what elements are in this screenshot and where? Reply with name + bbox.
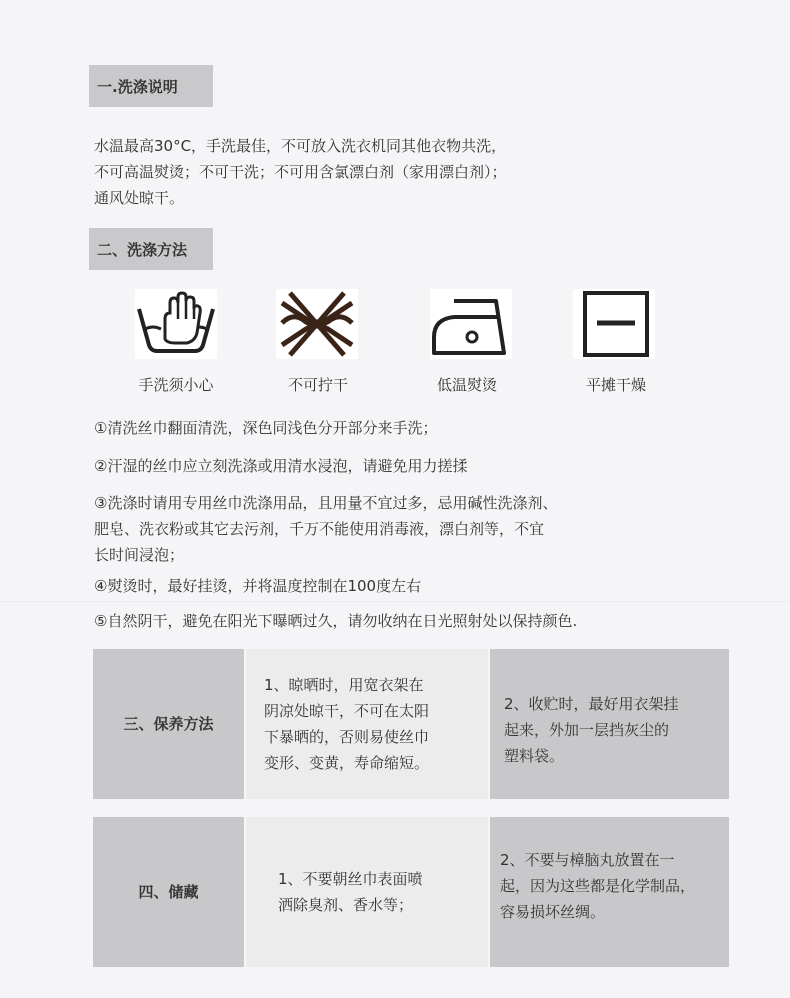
do-not-wring-label: 不可拧干 — [287, 376, 348, 394]
storage-title: 四、储藏 — [93, 817, 244, 967]
tip-line: 1、不要朝丝巾表面喷 — [278, 870, 423, 888]
wash-step-3: ③洗涤时请用专用丝巾洗涤用品，且用量不宜过多，忌用碱性洗涤剂、 — [94, 494, 558, 512]
maintenance-title: 三、保养方法 — [93, 649, 244, 799]
maintenance-table — [93, 649, 729, 799]
tip-line: 阴凉处晾干，不可在太阳 — [264, 702, 430, 720]
dry-flat-label: 平摊干燥 — [585, 376, 646, 394]
wash-instructions-text — [94, 133, 714, 211]
hand-wash-icon — [135, 289, 217, 359]
storage-tip-1 — [246, 817, 488, 967]
storage-table — [93, 817, 729, 967]
intro-line: 通风处晾干。 — [94, 189, 185, 207]
low-temp-iron-label: 低温熨烫 — [436, 376, 497, 394]
wash-step-5: ⑤自然阴干，避免在阳光下曝晒过久，请勿收纳在日光照射处以保持颜色. — [94, 612, 578, 630]
tip-line: 起来，外加一层挡灰尘的 — [504, 721, 670, 739]
tip-line: 洒除臭剂、香水等； — [278, 896, 414, 914]
tip-line: 1、晾晒时，用宽衣架在 — [264, 676, 424, 694]
intro-line: 水温最高30°C，手洗最佳，不可放入洗衣机同其他衣物共洗， — [94, 137, 507, 155]
tip-line: 2、收贮时，最好用衣架挂 — [504, 695, 679, 713]
tip-line: 下暴晒的，否则易使丝巾 — [264, 728, 430, 746]
tip-line: 容易损坏丝绸。 — [500, 903, 606, 921]
maintenance-tip-1 — [246, 649, 488, 799]
intro-line: 不可高温熨烫；不可干洗；不可用含氯漂白剂（家用漂白剂）； — [94, 163, 507, 181]
tip-line: 2、不要与樟脑丸放置在一 — [500, 851, 675, 869]
maintenance-tip-2 — [490, 649, 729, 799]
divider — [0, 601, 790, 602]
wash-step-1: ①清洗丝巾翻面清洗，深色同浅色分开部分来手洗； — [94, 419, 438, 437]
wash-step-3-cont: 肥皂、洗衣粉或其它去污剂，千万不能使用消毒液，漂白剂等，不宜 — [94, 520, 545, 538]
section-title-wash-instructions: 一.洗涤说明 — [89, 65, 213, 107]
do-not-wring-icon — [276, 289, 358, 359]
low-temp-iron-icon — [430, 289, 512, 359]
wash-step-4: ④熨烫时，最好挂烫，并将温度控制在100度左右 — [94, 577, 422, 595]
tip-line: 起，因为这些都是化学制品， — [500, 877, 696, 895]
tip-line: 塑料袋。 — [504, 747, 565, 765]
section-title-wash-method: 二、洗涤方法 — [89, 228, 213, 270]
wash-step-3-cont: 长时间浸泡； — [94, 546, 185, 564]
dry-flat-icon — [573, 289, 655, 359]
wash-step-2: ②汗湿的丝巾应立刻洗涤或用清水浸泡，请避免用力搓揉 — [94, 457, 468, 475]
tip-line: 变形、变黄，寿命缩短。 — [264, 754, 430, 772]
hand-wash-label: 手洗须小心 — [138, 376, 214, 394]
storage-tip-2 — [490, 817, 729, 967]
